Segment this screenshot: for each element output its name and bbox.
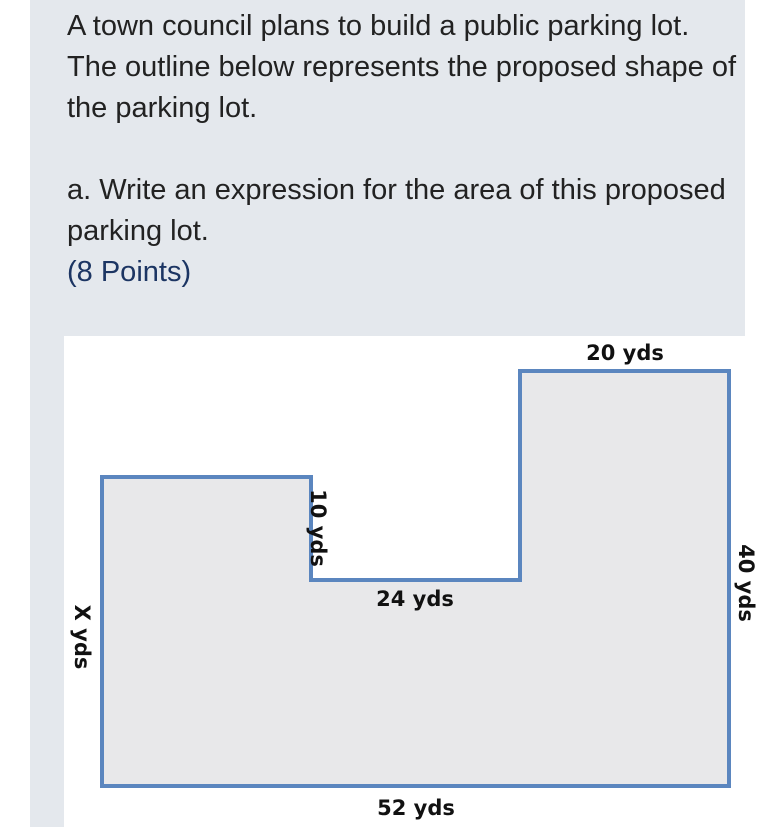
- question-part-a: a. Write an expression for the area of this proposed parking lot.: [67, 174, 726, 247]
- parking-lot-figure: [64, 336, 770, 827]
- points-label: (8 Points): [67, 256, 192, 288]
- question-card: [30, 0, 758, 827]
- label-right-side: 40 yds: [734, 544, 758, 622]
- label-notch-height: 10 yds: [306, 489, 330, 567]
- parking-lot-diagram: [64, 336, 770, 827]
- label-top-right-width: 20 yds: [586, 341, 664, 365]
- parking-lot-outline: [102, 371, 729, 786]
- question-intro: A town council plans to build a public parking lot. The outline below represents the proposed shape of the parking lot.: [67, 10, 737, 124]
- question-text: [67, 6, 737, 293]
- label-bottom-width: 52 yds: [377, 796, 455, 820]
- label-notch-width: 24 yds: [376, 587, 454, 611]
- paragraph-gap: [67, 129, 737, 170]
- label-left-side: X yds: [70, 604, 94, 670]
